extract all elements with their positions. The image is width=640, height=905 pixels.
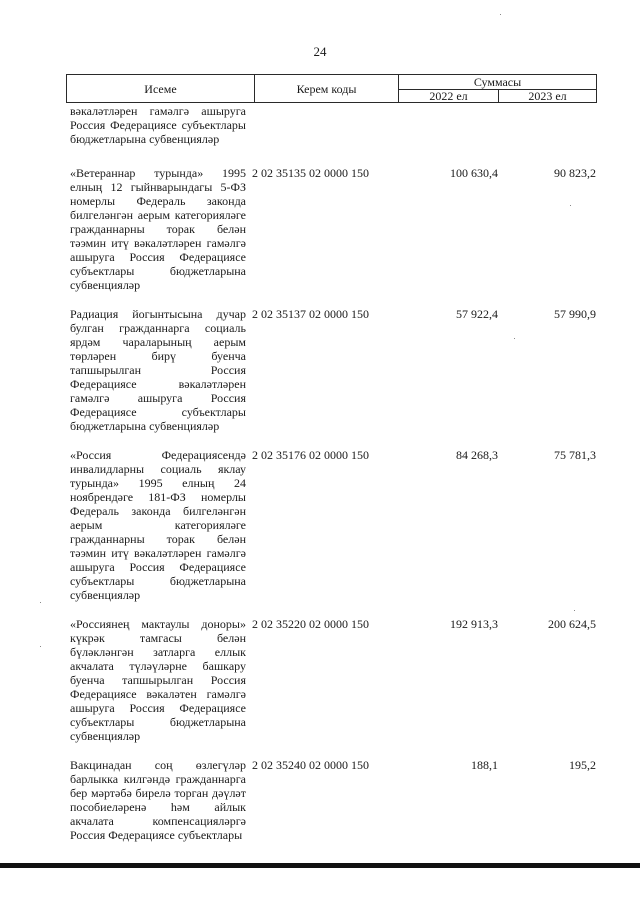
row-value-2023: 200 624,5 [548, 617, 596, 631]
page-number: 24 [313, 44, 327, 59]
scan-speck [574, 610, 575, 611]
scan-speck [40, 602, 41, 603]
row-value-2022: 84 268,3 [456, 448, 498, 462]
row-code: 2 02 35220 02 0000 150 [252, 617, 369, 631]
continuation-text: вәкаләтләрен гамәлгә ашыруга Россия Федерациясе субъектлары бюджетларына субвенцияләр [70, 104, 246, 146]
row-code: 2 02 35240 02 0000 150 [252, 758, 369, 772]
table-row [66, 448, 596, 602]
row-value-2022: 100 630,4 [450, 166, 498, 180]
row-value-2023: 75 781,3 [554, 448, 596, 462]
row-code: 2 02 35135 02 0000 150 [252, 166, 369, 180]
table-row [66, 758, 596, 842]
header-year-2023: 2023 ел [499, 90, 597, 103]
row-code: 2 02 35137 02 0000 150 [252, 307, 369, 321]
row-name: Радиация йогынтысына дучар булган гражданнарга социаль ярдәм чараларының аерым төрләрен бирү буенча тапшырылган Россия Федерациясе вәкаләтләрен гамәлгә ашыруга Россия Федерациясе субъектлары бюджетларына субвенцияләр [70, 307, 246, 433]
table-row [66, 617, 596, 743]
table-body [66, 104, 596, 857]
scan-speck [40, 646, 41, 647]
table-header [66, 74, 597, 103]
table-row [66, 307, 596, 433]
scan-edge-bar [0, 863, 640, 868]
row-value-2022: 192 913,3 [450, 617, 498, 631]
row-name: «Россия Федерациясендә инвалидларны социаль яклау турында» 1995 елның 24 ноябрендәге 181-ФЗ номерлы Федераль законда билгеләнгән аерым категорияләге гражданнарны торак белән тәэмин итү вәкаләтләрен гамәлгә ашыруга Россия Федерациясе субъектлары бюджетларына субвенцияләр [70, 448, 246, 602]
row-code: 2 02 35176 02 0000 150 [252, 448, 369, 462]
row-name: Вакцинадан соң өзлегүләр барлыкка килгәндә гражданнарга бер мәртәбә бирелә торган дәүләт пособиеләренә һәм айлык акчалата компенсацияләргә Россия Федерациясе субъектлары [70, 758, 246, 842]
row-name: «Ветераннар турында» 1995 елның 12 гыйнварындагы 5-ФЗ номерлы Федераль законда билгеләнгән аерым категорияләге гражданнарны торак белән тәэмин итү вәкаләтләрен гамәлгә ашыруга Россия Федерациясе субъектлары бюджетларына субвенцияләр [70, 166, 246, 292]
header-sums: Суммасы [399, 75, 597, 90]
row-value-2022: 188,1 [471, 758, 498, 772]
row-value-2023: 195,2 [569, 758, 596, 772]
row-value-2023: 57 990,9 [554, 307, 596, 321]
header-code: Керем коды [255, 75, 399, 103]
table-row-continuation [66, 104, 596, 146]
scan-speck [500, 14, 501, 15]
scan-speck [570, 205, 571, 206]
scan-speck [514, 338, 515, 339]
header-year-2022: 2022 ел [399, 90, 499, 103]
header-name: Исеме [67, 75, 255, 103]
row-value-2022: 57 922,4 [456, 307, 498, 321]
row-name: «Россиянең мактаулы доноры» күкрәк тамгасы белән бүләкләнгән затларга еллык акчалата түләүләрне башкару буенча тапшырылган Россия Федерациясе вәкаләтен гамәлгә ашыруга Россия Федерациясе субъектлары бюджетларына субвенцияләр [70, 617, 246, 743]
row-value-2023: 90 823,2 [554, 166, 596, 180]
table-row [66, 166, 596, 292]
